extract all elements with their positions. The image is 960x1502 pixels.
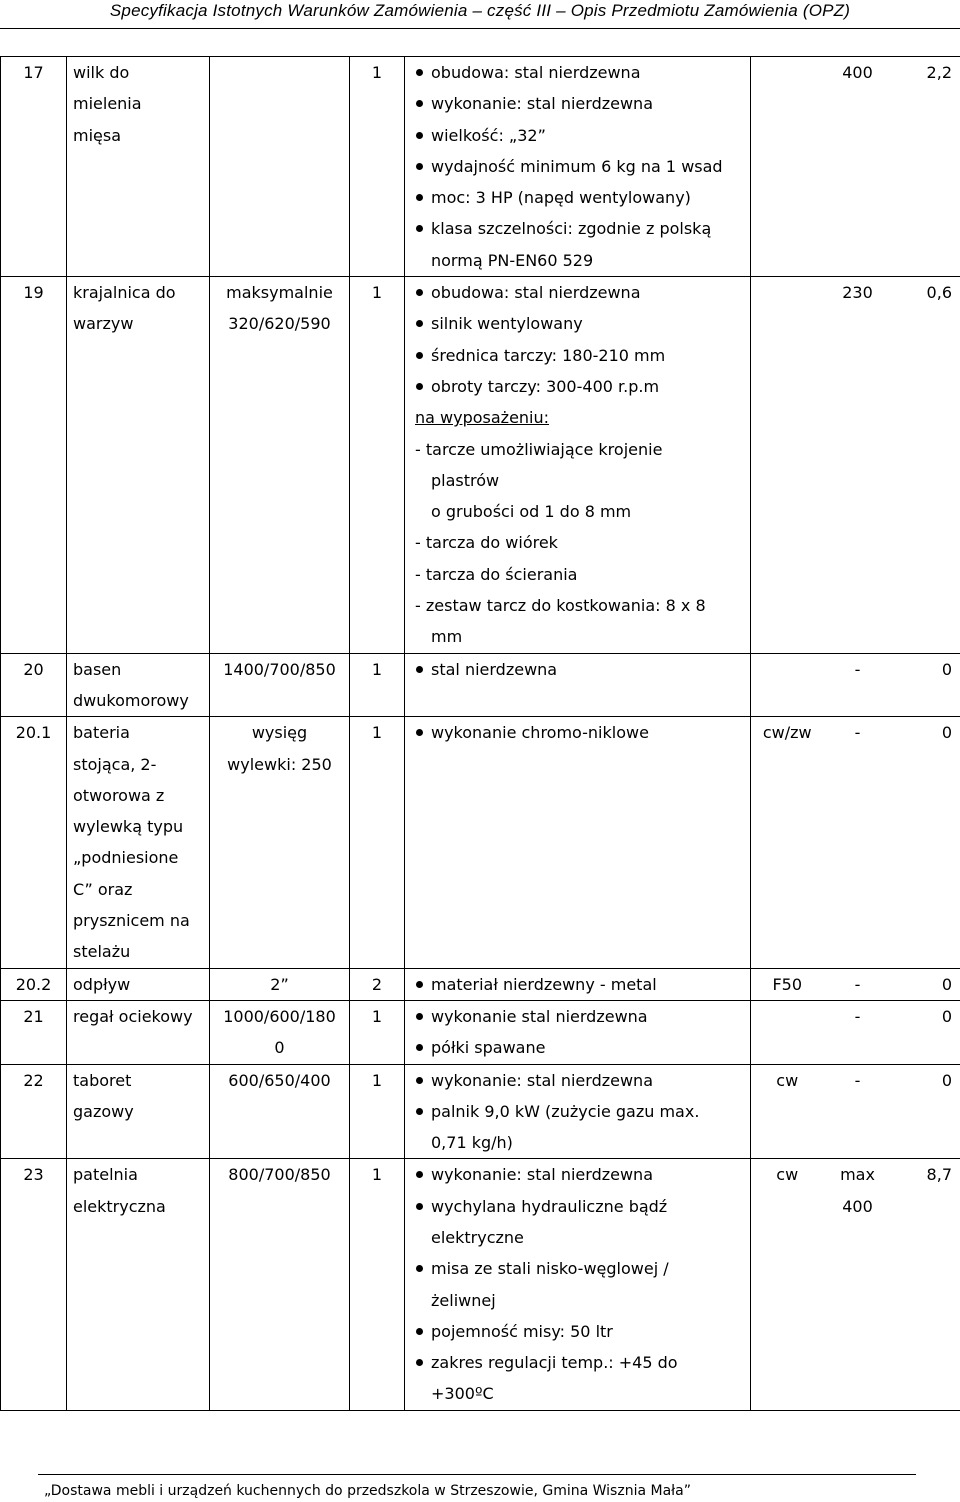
- dimensions-line: 2”: [270, 974, 289, 994]
- cell-item-name: [67, 717, 210, 968]
- spec-bullet-item: [415, 1096, 746, 1127]
- spec-text: 0,71 kg/h): [431, 1133, 513, 1153]
- spec-text: - tarcza do wiórek: [415, 533, 558, 553]
- cell-power: 0: [892, 1000, 960, 1064]
- spec-text: moc: 3 HP (napęd wentylowany): [431, 188, 691, 208]
- table-row: [1, 968, 960, 1000]
- item-name-line: C” oraz: [73, 879, 133, 899]
- cell-quantity: 1: [350, 1064, 405, 1159]
- cell-item-name: [67, 57, 210, 277]
- spec-bullet-item: [415, 1191, 746, 1222]
- dimensions-line: wylewki: 250: [227, 754, 332, 774]
- cell-power: 2,2: [892, 57, 960, 277]
- spec-line: [415, 527, 746, 558]
- spec-text: średnica tarczy: 180-210 mm: [431, 345, 666, 365]
- spec-line: [415, 621, 746, 652]
- spec-text: +300ºC: [431, 1384, 494, 1404]
- spec-text: zakres regulacji temp.: +45 do: [431, 1353, 678, 1373]
- footer-text: „Dostawa mebli i urządzeń kuchennych do przedszkola w Strzeszowie, Gmina Wisznia Mała”: [44, 1483, 691, 1499]
- cell-voltage: -: [824, 1064, 892, 1159]
- item-name-line: basen: [73, 659, 122, 679]
- item-name-line: dwukomorowy: [73, 690, 189, 710]
- spec-line: [415, 434, 746, 465]
- dimensions-line: 600/650/400: [228, 1070, 331, 1090]
- cell-specification: [405, 717, 751, 968]
- spec-text: - tarcza do ścierania: [415, 564, 578, 584]
- spec-text: - zestaw tarcz do kostkowania: 8 x 8: [415, 596, 706, 616]
- cell-voltage: -: [824, 717, 892, 968]
- table-row: [1, 1000, 960, 1064]
- cell-dimensions: [210, 968, 350, 1000]
- spec-text: pojemność misy: 50 ltr: [431, 1321, 613, 1341]
- spec-text: - tarcze umożliwiające krojenie: [415, 439, 663, 459]
- spec-line: [415, 1127, 746, 1158]
- cell-item-number: 20: [1, 653, 67, 717]
- spec-bullet-item: [415, 717, 746, 748]
- item-name-line: regał ociekowy: [73, 1006, 193, 1026]
- spec-bullet-item: [415, 151, 746, 182]
- spec-text: plastrów: [431, 470, 500, 490]
- spec-bullet-item: [415, 1253, 746, 1284]
- cell-power: 0: [892, 717, 960, 968]
- cell-dimensions: [210, 57, 350, 277]
- cell-specification: [405, 57, 751, 277]
- cell-specification: [405, 1064, 751, 1159]
- cell-medium: cw: [751, 1159, 824, 1410]
- dimensions-line: 320/620/590: [228, 314, 331, 334]
- spec-bullet-item: [415, 308, 746, 339]
- table-row: [1, 717, 960, 968]
- cell-specification: [405, 1000, 751, 1064]
- cell-specification: [405, 1159, 751, 1410]
- spec-line: [415, 496, 746, 527]
- spec-line: [415, 402, 746, 433]
- spec-bullet-item: [415, 182, 746, 213]
- cell-medium: [751, 653, 824, 717]
- spec-bullet-item: [415, 1347, 746, 1378]
- dimensions-line: 1400/700/850: [223, 659, 336, 679]
- spec-text: normą PN-EN60 529: [431, 250, 594, 270]
- cell-voltage: -: [824, 968, 892, 1000]
- spec-list: [415, 1159, 746, 1409]
- spec-text: obudowa: stal nierdzewna: [431, 63, 641, 82]
- cell-medium: cw: [751, 1064, 824, 1159]
- cell-power: 0: [892, 653, 960, 717]
- cell-power: 8,7: [892, 1159, 960, 1410]
- item-name-line: wylewką typu: [73, 817, 184, 837]
- spec-list: [415, 1001, 746, 1064]
- item-name-line: odpływ: [73, 974, 131, 994]
- spec-line: [415, 465, 746, 496]
- cell-quantity: 1: [350, 653, 405, 717]
- spec-text: wykonanie: stal nierdzewna: [431, 94, 653, 114]
- cell-voltage: -: [824, 1000, 892, 1064]
- equipment-table: [0, 56, 960, 1411]
- cell-dimensions: [210, 1064, 350, 1159]
- cell-medium: [751, 57, 824, 277]
- spec-bullet-item: [415, 1316, 746, 1347]
- cell-item-name: [67, 1064, 210, 1159]
- spec-bullet-item: [415, 969, 746, 1000]
- cell-dimensions: [210, 277, 350, 654]
- cell-quantity: 1: [350, 1000, 405, 1064]
- spec-text: obroty tarczy: 300-400 r.p.m: [431, 376, 660, 396]
- spec-bullet-item: [415, 340, 746, 371]
- cell-specification: [405, 968, 751, 1000]
- item-name-line: otworowa z: [73, 785, 165, 805]
- item-name-line: warzyw: [73, 314, 134, 334]
- dimensions-line: 0: [274, 1038, 285, 1058]
- spec-list: [415, 969, 746, 1000]
- cell-item-number: 20.1: [1, 717, 67, 968]
- cell-quantity: 1: [350, 717, 405, 968]
- spec-list: [415, 57, 746, 276]
- cell-quantity: 2: [350, 968, 405, 1000]
- page-header: [0, 0, 960, 30]
- spec-text: materiał nierdzewny - metal: [431, 974, 657, 994]
- spec-text: na wyposażeniu:: [415, 408, 550, 428]
- spec-list: [415, 717, 746, 748]
- cell-item-number: 20.2: [1, 968, 67, 1000]
- cell-item-name: [67, 1000, 210, 1064]
- item-name-line: gazowy: [73, 1101, 134, 1121]
- item-name-line: wilk do: [73, 63, 130, 82]
- cell-item-number: 22: [1, 1064, 67, 1159]
- item-name-line: krajalnica do: [73, 283, 176, 303]
- spec-text: palnik 9,0 kW (zużycie gazu max.: [431, 1101, 700, 1121]
- spec-text: mm: [431, 627, 463, 647]
- spec-bullet-item: [415, 213, 746, 244]
- spec-list: [415, 1065, 746, 1159]
- cell-medium: [751, 1000, 824, 1064]
- item-name-line: stelażu: [73, 942, 131, 962]
- cell-dimensions: [210, 653, 350, 717]
- cell-power: 0: [892, 1064, 960, 1159]
- spec-bullet-item: [415, 654, 746, 685]
- spec-text: wychylana hydrauliczne bądź: [431, 1196, 668, 1216]
- cell-item-number: 23: [1, 1159, 67, 1410]
- spec-text: obudowa: stal nierdzewna: [431, 283, 641, 303]
- spec-text: wielkość: „32”: [431, 125, 546, 145]
- item-name-line: „podniesione: [73, 848, 179, 868]
- cell-item-name: [67, 968, 210, 1000]
- spec-line: [415, 1222, 746, 1253]
- spec-text: wykonanie: stal nierdzewna: [431, 1165, 653, 1185]
- cell-voltage: max 400: [824, 1159, 892, 1410]
- spec-text: wykonanie: stal nierdzewna: [431, 1070, 653, 1090]
- spec-list: [415, 654, 746, 685]
- spec-bullet-item: [415, 57, 746, 88]
- cell-item-number: 19: [1, 277, 67, 654]
- footer-divider: [38, 1474, 916, 1475]
- dimensions-line: 1000/600/180: [223, 1006, 336, 1026]
- cell-dimensions: [210, 1159, 350, 1410]
- spec-bullet-item: [415, 1159, 746, 1190]
- cell-specification: [405, 653, 751, 717]
- cell-power: 0: [892, 968, 960, 1000]
- item-name-line: prysznicem na: [73, 911, 190, 931]
- spec-text: misa ze stali nisko-węglowej /: [431, 1259, 669, 1279]
- cell-quantity: 1: [350, 1159, 405, 1410]
- spec-text: wykonanie chromo-niklowe: [431, 723, 649, 743]
- cell-voltage: 230: [824, 277, 892, 654]
- spec-bullet-item: [415, 1032, 746, 1063]
- cell-quantity: 1: [350, 57, 405, 277]
- item-name-line: stojąca, 2-: [73, 754, 157, 774]
- spec-bullet-item: [415, 1001, 746, 1032]
- spec-text: klasa szczelności: zgodnie z polską: [431, 219, 712, 239]
- equipment-table-body: [1, 57, 960, 1411]
- spec-text: żeliwnej: [431, 1290, 496, 1310]
- cell-item-name: [67, 653, 210, 717]
- cell-dimensions: [210, 1000, 350, 1064]
- table-row: [1, 653, 960, 717]
- spec-list: [415, 277, 746, 653]
- spec-bullet-item: [415, 1065, 746, 1096]
- dimensions-line: wysięg: [251, 723, 308, 743]
- header-divider: [0, 28, 960, 29]
- spec-line: [415, 590, 746, 621]
- cell-voltage: -: [824, 653, 892, 717]
- spec-line: [415, 1285, 746, 1316]
- spec-text: stal nierdzewna: [431, 659, 558, 679]
- spec-text: silnik wentylowany: [431, 314, 583, 334]
- table-row: [1, 1159, 960, 1410]
- cell-medium: F50: [751, 968, 824, 1000]
- spec-line: [415, 245, 746, 276]
- cell-item-name: [67, 277, 210, 654]
- cell-medium: [751, 277, 824, 654]
- spec-text: półki spawane: [431, 1038, 546, 1058]
- item-name-line: patelnia: [73, 1165, 138, 1185]
- cell-medium: cw/zw: [751, 717, 824, 968]
- cell-item-name: [67, 1159, 210, 1410]
- table-row: [1, 1064, 960, 1159]
- spec-bullet-item: [415, 371, 746, 402]
- item-name-line: taboret: [73, 1070, 132, 1090]
- cell-item-number: 21: [1, 1000, 67, 1064]
- spec-bullet-item: [415, 277, 746, 308]
- spec-line: [415, 1378, 746, 1409]
- cell-power: 0,6: [892, 277, 960, 654]
- spec-bullet-item: [415, 120, 746, 151]
- spec-text: wykonanie stal nierdzewna: [431, 1006, 648, 1026]
- item-name-line: bateria: [73, 723, 130, 743]
- spec-text: elektryczne: [431, 1227, 524, 1247]
- spec-line: [415, 559, 746, 590]
- item-name-line: elektryczna: [73, 1196, 166, 1216]
- cell-item-number: 17: [1, 57, 67, 277]
- dimensions-line: 800/700/850: [228, 1165, 331, 1185]
- item-name-line: mielenia: [73, 94, 142, 114]
- table-row: [1, 57, 960, 277]
- dimensions-line: maksymalnie: [226, 283, 333, 303]
- spec-bullet-item: [415, 88, 746, 119]
- cell-voltage: 400: [824, 57, 892, 277]
- spec-text: wydajność minimum 6 kg na 1 wsad: [431, 156, 723, 176]
- header-title: Specyfikacja Istotnych Warunków Zamówienia – część III – Opis Przedmiotu Zamówienia (OPZ): [109, 1, 851, 20]
- cell-quantity: 1: [350, 277, 405, 654]
- cell-dimensions: [210, 717, 350, 968]
- spec-text: o grubości od 1 do 8 mm: [431, 502, 632, 522]
- cell-specification: [405, 277, 751, 654]
- item-name-line: mięsa: [73, 125, 122, 145]
- table-row: [1, 277, 960, 654]
